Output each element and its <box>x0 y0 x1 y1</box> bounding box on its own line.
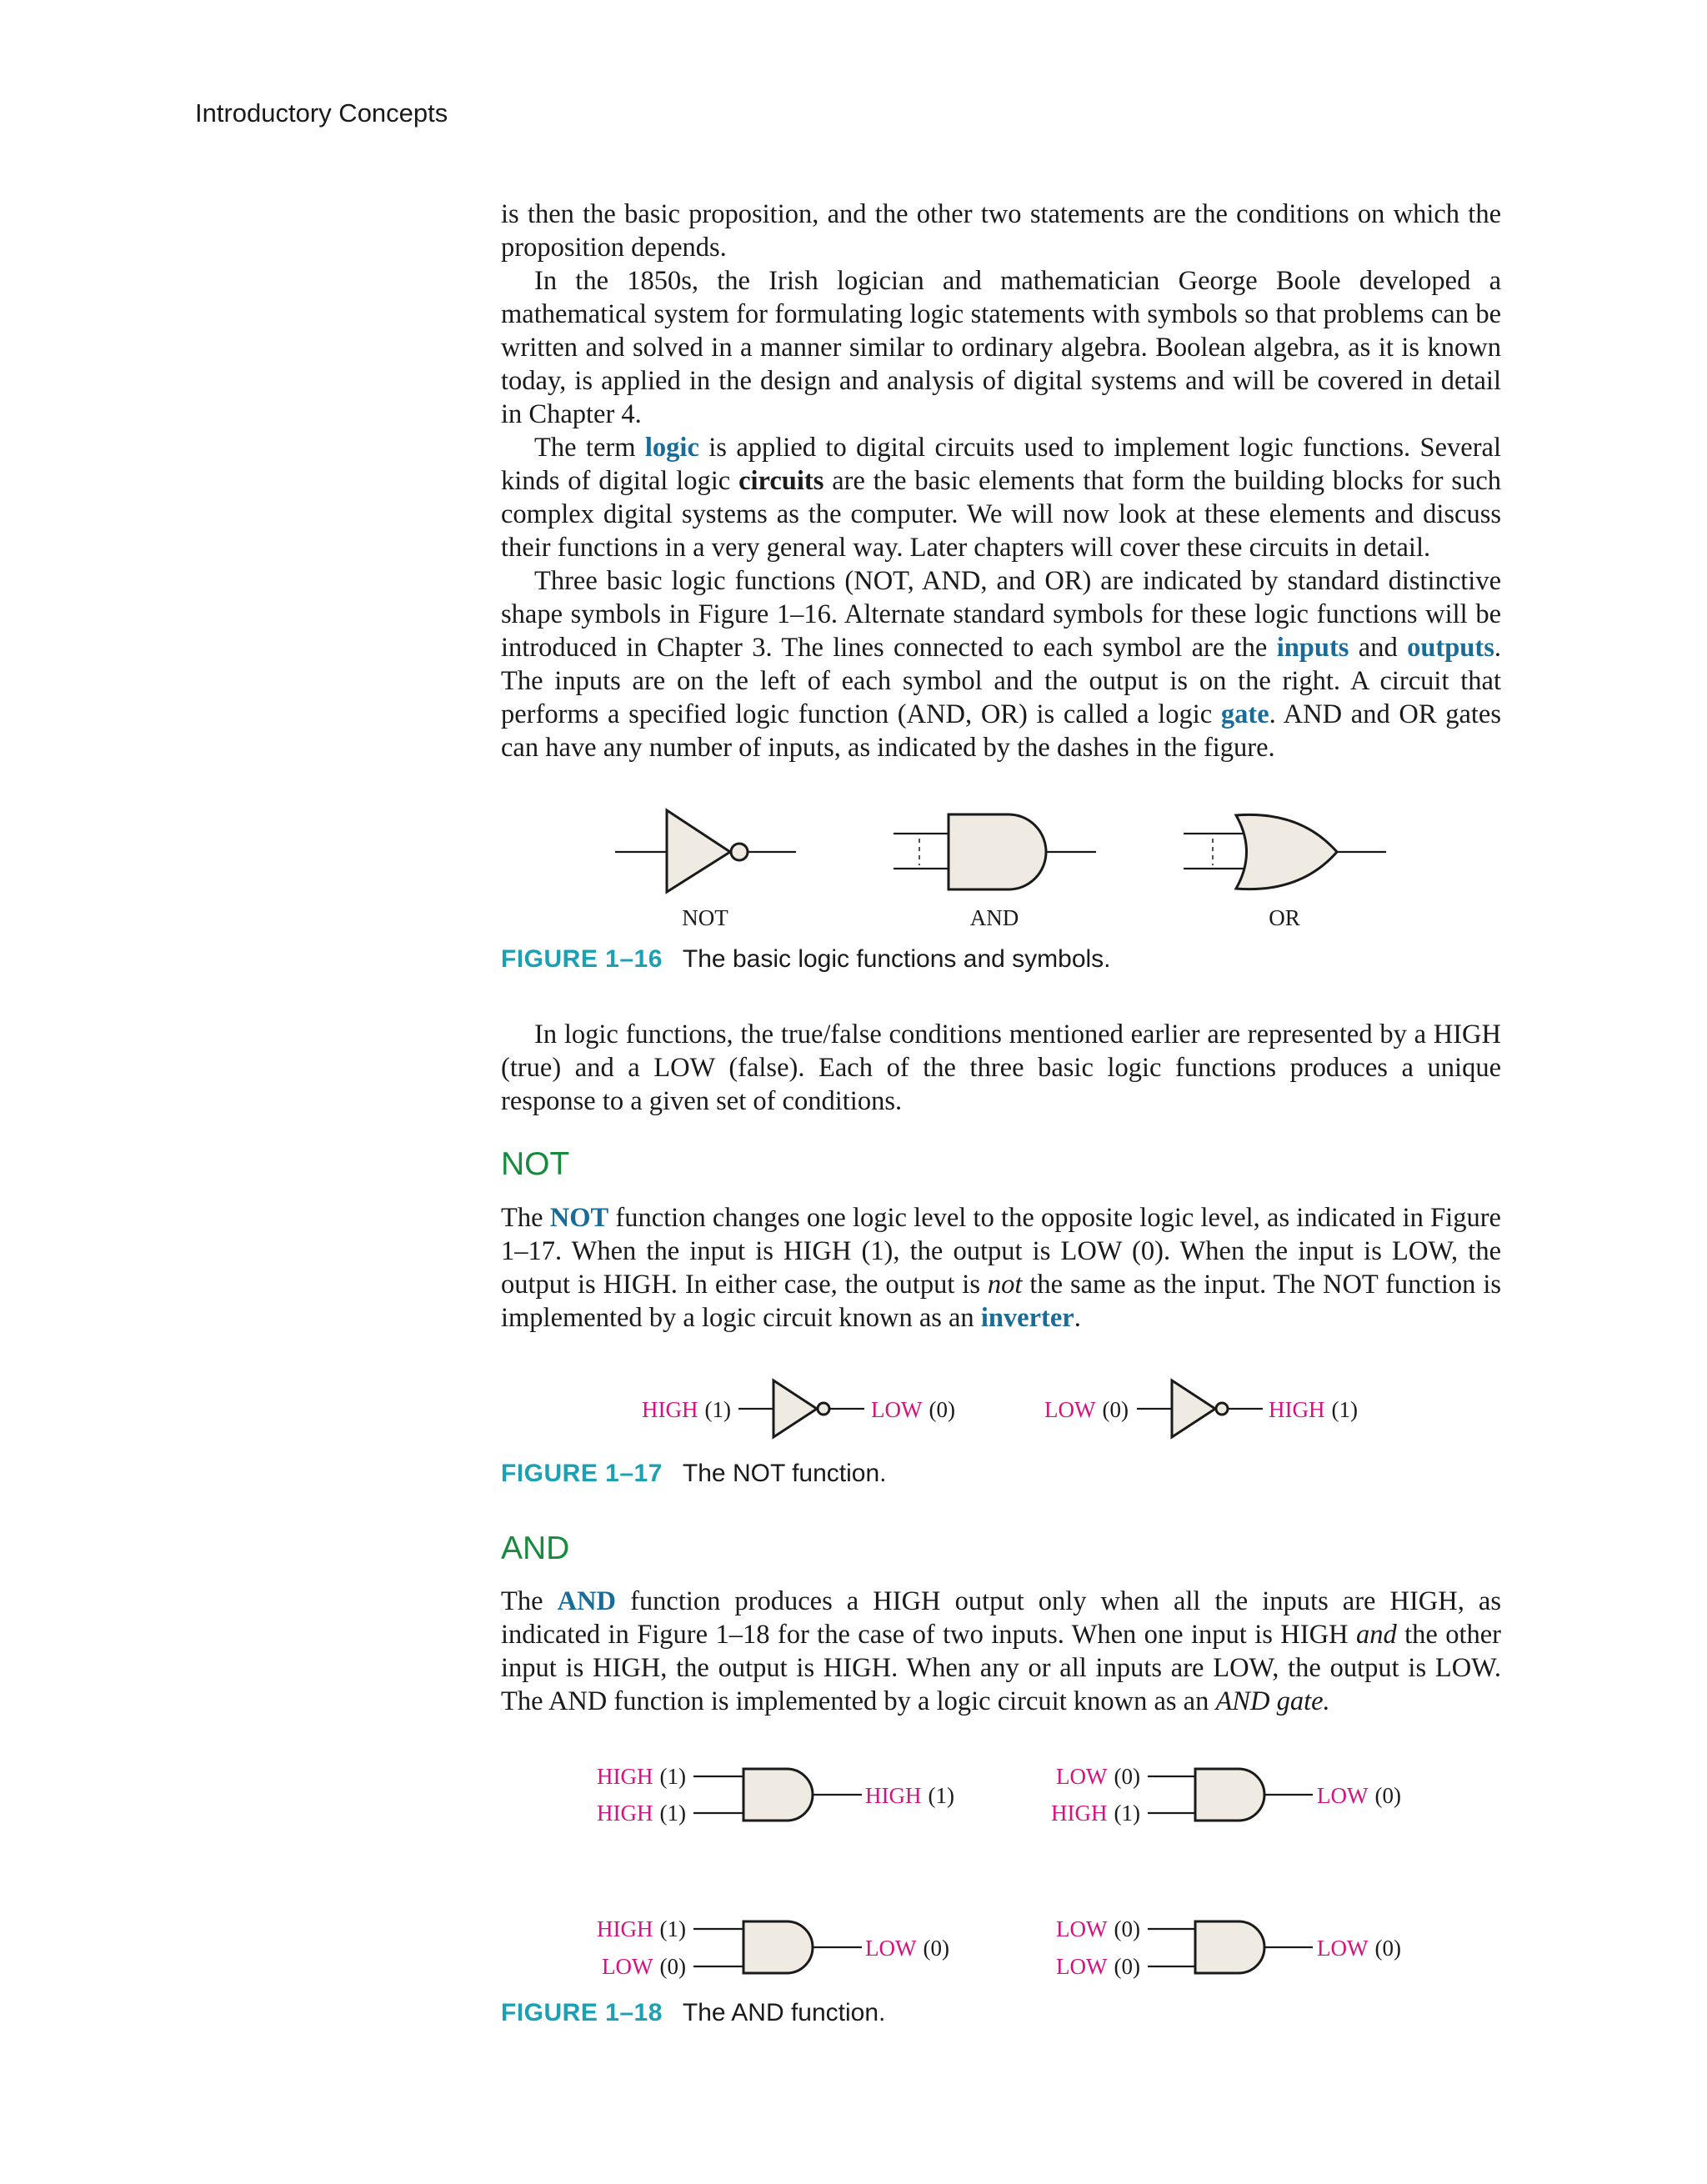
section-heading-not: NOT <box>501 1146 570 1182</box>
signal-value: (0) <box>923 1936 949 1961</box>
signal-level: LOW <box>1317 1783 1369 1808</box>
signal-value: (1) <box>928 1783 954 1808</box>
signal-level: LOW <box>1056 1764 1108 1789</box>
keyword-outputs: outputs <box>1407 633 1494 663</box>
keyword-circuits: circuits <box>738 466 824 496</box>
signal-value: (1) <box>704 1397 731 1422</box>
signal-level: LOW <box>1056 1916 1108 1941</box>
not-gate-symbol <box>615 810 796 892</box>
text-run: The <box>501 1586 558 1616</box>
figure-1-16-caption <box>501 945 1111 974</box>
inverter-triangle <box>667 810 730 892</box>
text-run: and <box>1349 633 1408 663</box>
text-run: . <box>1074 1303 1081 1333</box>
output-signal-label <box>1269 1397 1358 1422</box>
signal-level: HIGH <box>642 1397 698 1422</box>
keyword-not: NOT <box>549 1203 609 1233</box>
figure-label: FIGURE 1–18 <box>501 1999 663 2026</box>
and-case-high-high <box>597 1764 954 1826</box>
signal-value: (0) <box>929 1397 955 1422</box>
signal-level: HIGH <box>597 1801 653 1826</box>
signal-level: LOW <box>871 1397 923 1422</box>
signal-value: (0) <box>1374 1936 1401 1961</box>
and-body <box>743 1921 813 1973</box>
inversion-bubble <box>818 1403 829 1415</box>
signal-level: LOW <box>1044 1397 1096 1422</box>
figure-caption-text: The NOT function. <box>682 1460 887 1487</box>
or-body <box>1236 814 1337 889</box>
output-signal-label <box>1317 1936 1401 1961</box>
output-signal-label <box>871 1397 955 1422</box>
figure-1-16-diagram <box>615 810 1386 930</box>
and-body <box>1195 1921 1264 1973</box>
signal-level: HIGH <box>1051 1801 1108 1826</box>
signal-level: HIGH <box>865 1783 922 1808</box>
not-text-block <box>501 1201 1501 1335</box>
running-head: Introductory Concepts <box>195 98 448 128</box>
and-case-high-low <box>597 1916 949 1979</box>
paragraph-true-false: In logic functions, the true/false conditions mentioned earlier are represented by a HIGH (true) and a LOW (false). Each of the three basic logic functions produces a unique response to a given set of conditions. <box>501 1019 1501 1116</box>
figure-1-17-caption <box>501 1460 886 1488</box>
output-signal-label <box>865 1783 954 1808</box>
input-b-label <box>1056 1954 1140 1979</box>
text-run: The <box>501 1203 550 1233</box>
text-run: the same as the input. The NOT function is implemented by a logic circuit known as an <box>501 1270 1501 1333</box>
text-run: function changes one logic level to the opposite logic level, as indicated in Figure 1–17. When the input is HIGH (1), the output is LOW (0). When the input is LOW, the output is HIGH. In either case, the output is <box>501 1203 1501 1300</box>
keyword-logic: logic <box>644 433 699 463</box>
not-case-high-in <box>642 1380 955 1437</box>
signal-value: (0) <box>1374 1783 1401 1808</box>
signal-value: (0) <box>1102 1397 1129 1422</box>
signal-level: HIGH <box>597 1764 653 1789</box>
and-body <box>949 814 1046 889</box>
paragraph-boole: In the 1850s, the Irish logician and mathematician George Boole developed a mathematical system for formulating logic statements with symbols so that problems can be written and solved in a manner similar to ordinary algebra. Boolean algebra, as it is known today, is applied in the design and analysis of digital systems and will be covered in detail in Chapter 4. <box>501 266 1501 429</box>
inversion-bubble <box>1216 1403 1228 1415</box>
text-run: are the basic elements that form the building blocks for such complex digital systems as the computer. We will now look at these elements and discuss their functions in a very general way. Later chapters will cover these circuits in detail. <box>501 466 1501 563</box>
and-gate-symbol <box>894 814 1096 889</box>
keyword-inputs: inputs <box>1276 633 1349 663</box>
figure-1-17-diagram <box>642 1380 1358 1437</box>
figure-1-18-caption <box>501 1999 885 2027</box>
output-signal-label <box>865 1936 949 1961</box>
signal-value: (0) <box>1114 1764 1140 1789</box>
input-b-label <box>1051 1801 1140 1826</box>
figure-1-18-diagram <box>597 1764 1401 1979</box>
signal-value: (1) <box>1114 1801 1140 1826</box>
input-a-label <box>597 1916 686 1941</box>
intro-text-block <box>501 198 1501 764</box>
input-signal-label <box>1044 1397 1129 1422</box>
text-run: Three basic logic functions (NOT, AND, and OR) are indicated by standard distinctive shape symbols in Figure 1–16. Alternate standard symbols for these logic functions will be introduced in Chapter 3. The lines connected to each symbol are the <box>501 566 1501 663</box>
and-case-low-high <box>1051 1764 1401 1826</box>
emphasis-not: not <box>987 1270 1023 1300</box>
signal-level: LOW <box>1056 1954 1108 1979</box>
text-run: . AND and OR gates can have any number of inputs, as indicated by the dashes in the figure. <box>501 699 1501 763</box>
keyword-inverter: inverter <box>980 1303 1074 1333</box>
signal-level: LOW <box>1317 1936 1369 1961</box>
text-run: is applied to digital circuits used to implement logic functions. Several kinds of digital logic <box>501 433 1501 496</box>
and-case-low-low <box>1056 1916 1401 1979</box>
true-false-text-block <box>501 1018 1501 1118</box>
and-text-block <box>501 1585 1501 1718</box>
text-run: . The inputs are on the left of each symbol and the output is on the right. A circuit that performs a specified logic function (AND, OR) is called a logic <box>501 633 1501 729</box>
signal-value: (1) <box>659 1764 686 1789</box>
and-body <box>743 1769 813 1821</box>
input-a-label <box>597 1764 686 1789</box>
text-run: The term <box>534 433 645 463</box>
paragraph-continuation: is then the basic proposition, and the other two statements are the conditions on which the proposition depends. <box>501 199 1501 263</box>
emphasis-and: and <box>1355 1620 1397 1650</box>
figure-caption-text: The AND function. <box>682 1999 886 2026</box>
not-label: NOT <box>682 905 728 930</box>
or-gate-symbol <box>1184 814 1386 889</box>
signal-level: LOW <box>865 1936 917 1961</box>
signal-value: (1) <box>659 1916 686 1941</box>
input-b-label <box>602 1954 686 1979</box>
output-signal-label <box>1317 1783 1401 1808</box>
emphasis-and-gate: AND gate. <box>1215 1686 1330 1716</box>
and-label: AND <box>969 905 1019 930</box>
signal-level: HIGH <box>1269 1397 1325 1422</box>
signal-value: (1) <box>659 1801 686 1826</box>
inverter-triangle <box>1172 1380 1215 1437</box>
paragraph-and-function <box>501 1585 1501 1718</box>
figure-caption-text: The basic logic functions and symbols. <box>682 945 1111 973</box>
signal-value: (1) <box>1331 1397 1358 1422</box>
input-a-label <box>1056 1916 1140 1941</box>
text-run: the other input is HIGH, the output is HIGH. When any or all inputs are LOW, the output is LOW. The AND function is implemented by a logic circuit known as an <box>501 1620 1501 1716</box>
text-run: function produces a HIGH output only when all the inputs are HIGH, as indicated in Figure 1–18 for the case of two inputs. When one input is HIGH <box>501 1586 1501 1650</box>
input-signal-label <box>642 1397 731 1422</box>
signal-value: (0) <box>1114 1954 1140 1979</box>
or-label: OR <box>1269 905 1300 930</box>
figure-label: FIGURE 1–16 <box>501 945 663 973</box>
input-a-label <box>1056 1764 1140 1789</box>
keyword-gate: gate <box>1220 699 1269 729</box>
paragraph-not-function <box>501 1201 1501 1335</box>
input-b-label <box>597 1801 686 1826</box>
inversion-bubble <box>731 844 748 860</box>
signal-level: HIGH <box>597 1916 653 1941</box>
signal-value: (0) <box>659 1954 686 1979</box>
and-body <box>1195 1769 1264 1821</box>
keyword-and: AND <box>557 1586 617 1616</box>
not-case-low-in <box>1044 1380 1358 1437</box>
signal-value: (0) <box>1114 1916 1140 1941</box>
figure-label: FIGURE 1–17 <box>501 1460 663 1487</box>
paragraph-basic-functions <box>501 564 1501 764</box>
inverter-triangle <box>773 1380 817 1437</box>
section-heading-and: AND <box>501 1530 570 1566</box>
signal-level: LOW <box>602 1954 653 1979</box>
paragraph-logic-term <box>501 431 1501 564</box>
